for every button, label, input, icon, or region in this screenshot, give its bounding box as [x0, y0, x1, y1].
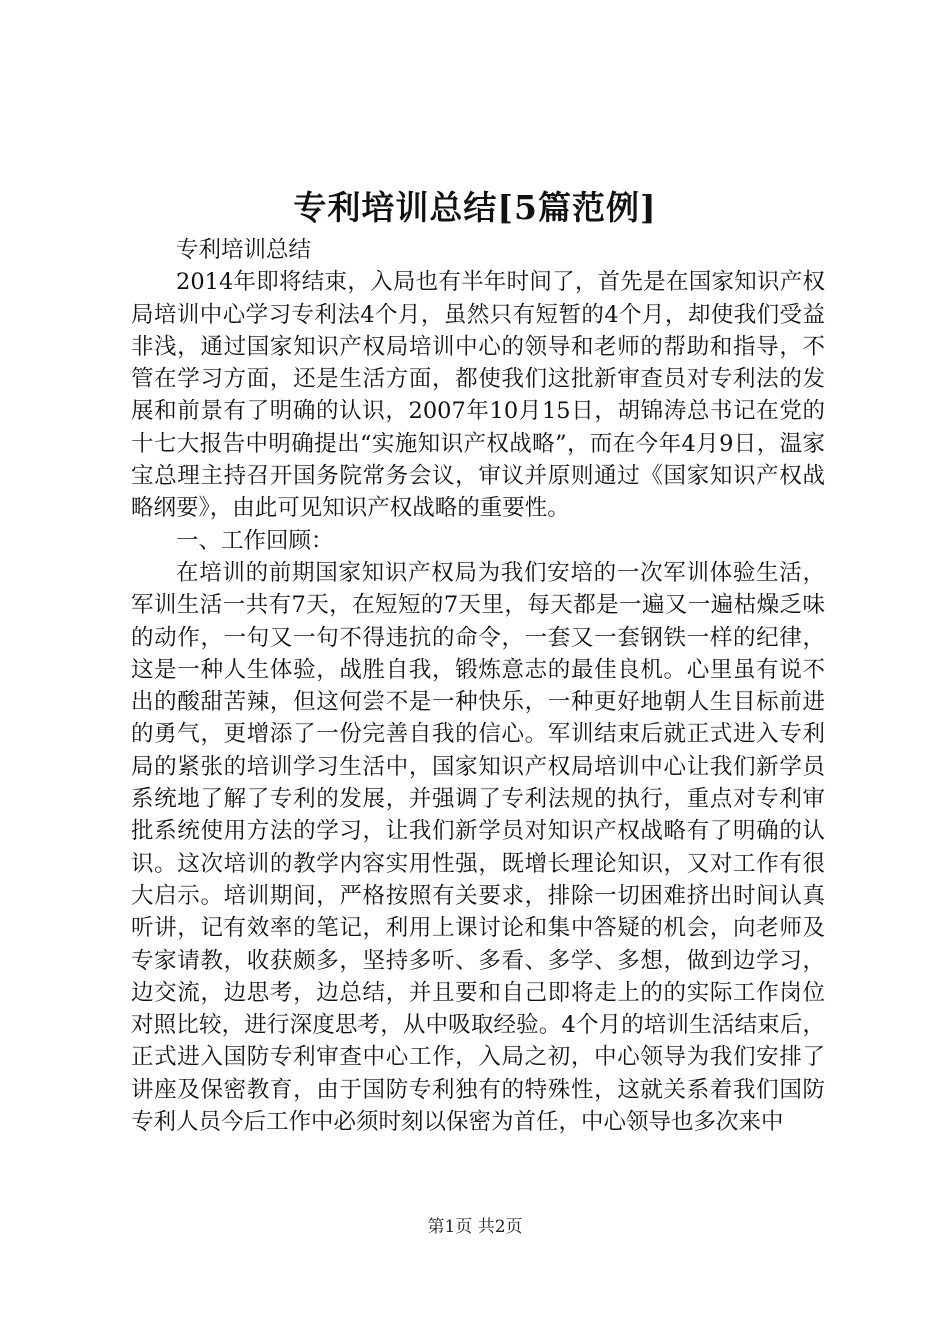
page-number-footer: 第1页 共2页: [427, 1217, 523, 1237]
document-subtitle: 专利培训总结: [176, 237, 312, 263]
document-title: 专利培训总结[5篇范例]: [293, 188, 657, 227]
paragraph-intro: 2014年即将结束，入局也有半年时间了，首先是在国家知识产权局培训中心学习专利法4个月，虽然只有短暂的4个月，却使我们受益非浅，通过国家知识产权局培训中心的领导和老师的帮助和指导，不管在学习方面，还是生活方面，都使我们这批新审查员对专利法的发展和前景有了明确的认识，2007年10月15日，胡锦涛总书记在党的十七大报告中明确提出“实施知识产权战略”，而在今年4月9日，温家宝总理主持召开国务院常务会议，审议并原则通过《国家知识产权战略纲要》，由此可见知识产权战略的重要性。: [131, 269, 825, 522]
paragraph-work-review: 在培训的前期国家知识产权局为我们安培的一次军训体验生活，军训生活一共有7天，在短短的7天里，每天都是一遍又一遍枯燥乏味的动作，一句又一句不得违抗的命令，一套又一套钢铁一样的纪律，这是一种人生体验，战胜自我，锻炼意志的最佳良机。心里虽有说不出的酸甜苦辣，但这何尝不是一种快乐，一种更好地朝人生目标前进的勇气，更增添了一份完善自我的信心。军训结束后就正式进入专利局的紧张的培训学习生活中，国家知识产权局培训中心让我们新学员系统地了解了专利的发展，并强调了专利法规的执行，重点对专利审批系统使用方法的学习，让我们新学员对知识产权战略有了明确的认识。这次培训的教学内容实用性强，既增长理论知识，又对工作有很大启示。培训期间，严格按照有关要求，排除一切困难挤出时间认真听讲，记有效率的笔记，利用上课讨论和集中答疑的机会，向老师及专家请教，收获颇多，坚持多听、多看、多学、多想，做到边学习，边交流，边思考，边总结，并且要和自己即将走上的的实际工作岗位对照比较，进行深度思考，从中吸取经验。4个月的培训生活结束后，正式进入国防专利审查中心工作，入局之初，中心领导为我们安排了讲座及保密教育，由于国防专利独有的特殊性，这就关系着我们国防专利人员今后工作中必须时刻以保密为首任，中心领导也多次来中: [131, 559, 825, 1136]
section-heading: 一、工作回顾：: [176, 527, 334, 554]
document-body: [131, 234, 825, 1138]
